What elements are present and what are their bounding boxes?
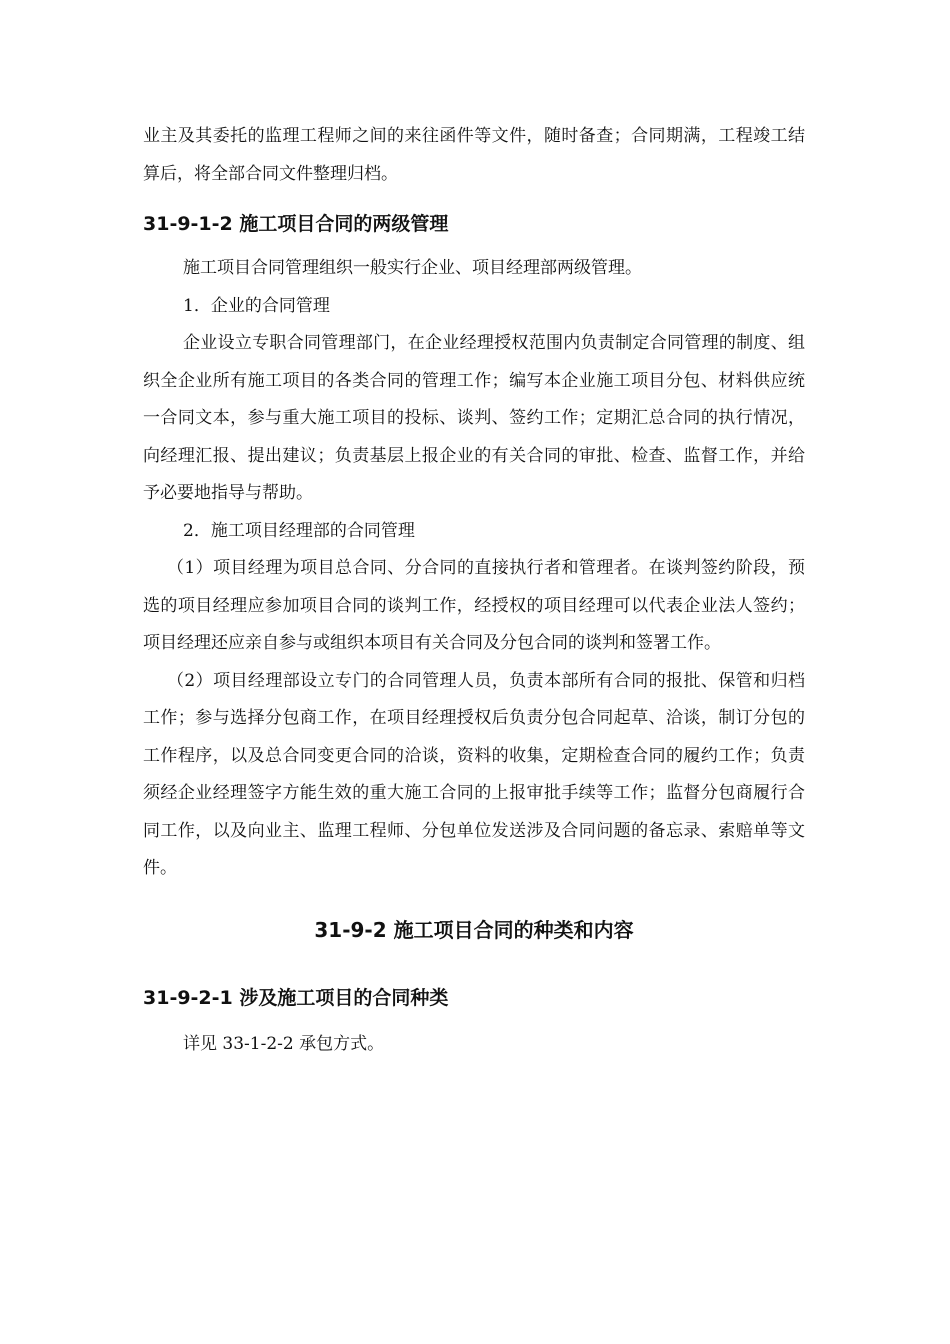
heading-31-9-2: 31-9-2 施工项目合同的种类和内容 xyxy=(314,917,634,942)
item2-sub2: （2）项目经理部设立专门的合同管理人员，负责本部所有合同的报批、保管和归档工作；参与选择分包商工作，在项目经理授权后负责分包合同起草、洽谈，制订分包的工作程序，以及总合同变更合同的洽谈，资料的收集，定期检查合同的履约工作；负责须经企业经理签字方能生效的重大施工合同的上报审批手续等工作；监督分包商履行合同工作，以及向业主、监理工程师、分包单位发送涉及合同问题的备忘录、索赔单等文件。 xyxy=(143,670,805,878)
paragraph-intro: 业主及其委托的监理工程师之间的来往函件等文件，随时备查；合同期满，工程竣工结算后，将全部合同文件整理归档。 xyxy=(143,126,805,184)
document-content xyxy=(143,118,805,1063)
item1-body: 企业设立专职合同管理部门，在企业经理授权范围内负责制定合同管理的制度、组织全企业所有施工项目的各类合同的管理工作；编写本企业施工项目分包、材料供应统一合同文本，参与重大施工项目的投标、谈判、签约工作；定期汇总合同的执行情况，向经理汇报、提出建议；负责基层上报企业的有关合同的审批、检查、监督工作，并给予必要地指导与帮助。 xyxy=(143,333,805,503)
heading-31-9-2-1: 31-9-2-1 涉及施工项目的合同种类 xyxy=(143,986,449,1009)
item2-title: 2．施工项目经理部的合同管理 xyxy=(183,520,415,541)
paragraph-see-also: 详见 33-1-2-2 承包方式。 xyxy=(183,1033,385,1054)
paragraph-two-level-intro: 施工项目合同管理组织一般实行企业、项目经理部两级管理。 xyxy=(183,258,642,278)
item2-sub1: （1）项目经理为项目总合同、分合同的直接执行者和管理者。在谈判签约阶段，预选的项目经理应参加项目合同的谈判工作，经授权的项目经理可以代表企业法人签约；项目经理还应亲自参与或组织本项目有关合同及分包合同的谈判和签署工作。 xyxy=(143,558,805,653)
heading-31-9-1-2: 31-9-1-2 施工项目合同的两级管理 xyxy=(143,213,449,235)
item1-title: 1．企业的合同管理 xyxy=(183,295,330,316)
